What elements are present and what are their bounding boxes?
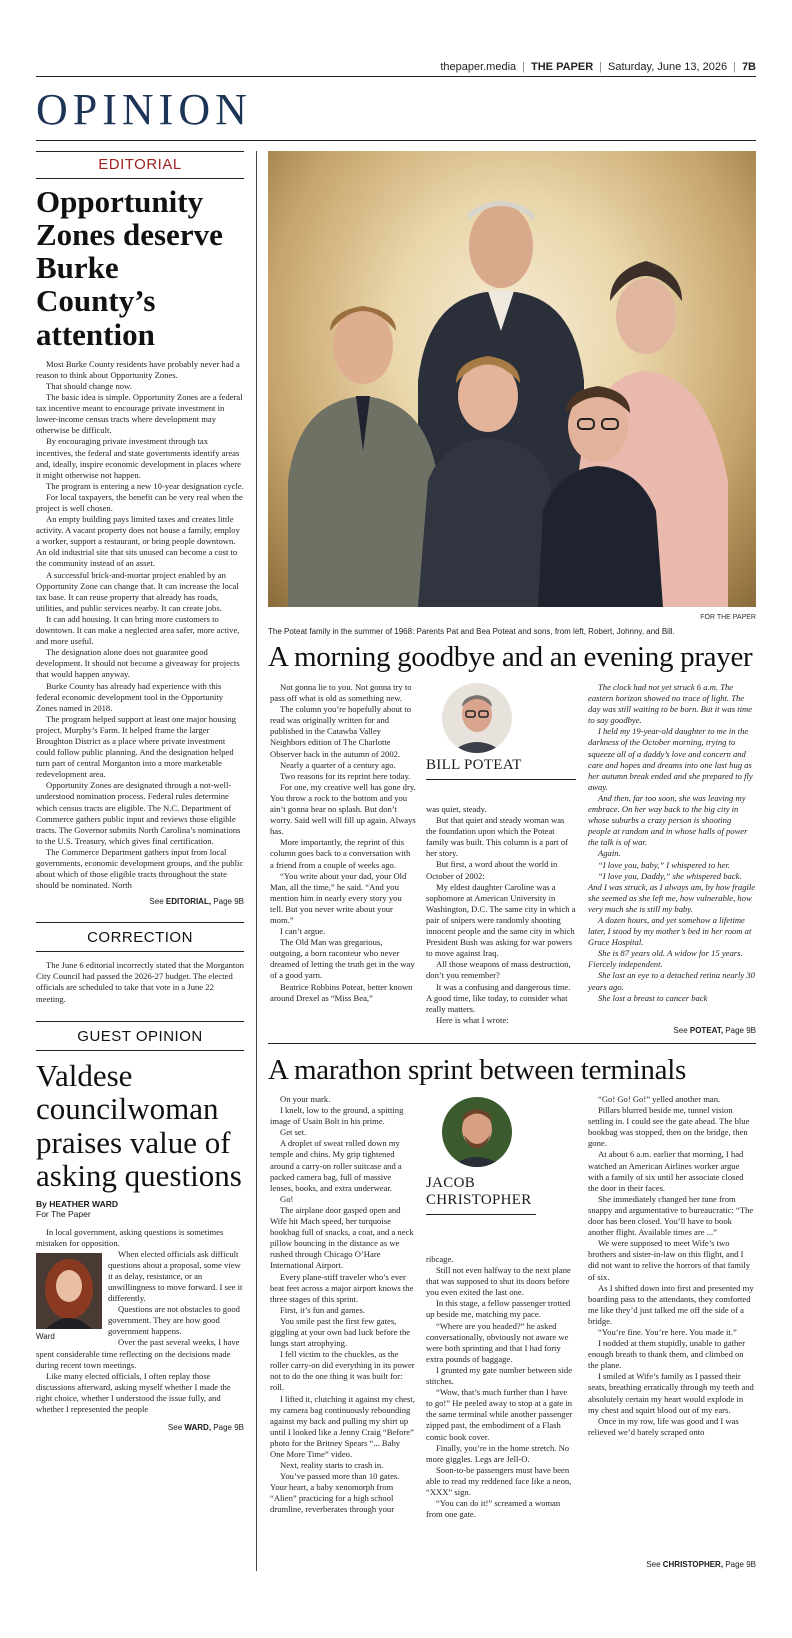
paragraph: More importantly, the reprint of this column goes back to a conversation with a friend from a couple of weeks ago. [270,837,411,870]
editorial-jump[interactable] [36,897,244,906]
ward-photo [36,1253,102,1329]
paragraph: All those weapons of mass destruction, don’t you remember? [426,959,571,981]
story-rule [268,1043,756,1044]
paragraph: But first, a word about the world in October of 2002: [426,859,558,881]
paragraph: The June 6 editorial incorrectly stated that the Morganton City Council had passed the 2026-27 budget. The elected officials are scheduled to take that vote in a June 22 meeting. [36,960,244,1004]
jump-key: WARD, [184,1423,212,1433]
jump-key: CHRISTOPHER, [662,1560,724,1569]
author-headshot [442,683,512,753]
paragraph: On your mark. [280,1094,331,1104]
jump-prefix: See [167,1423,183,1433]
paragraph: Not gonna lie to you. Not gonna try to pass off what is old as something new. [270,682,412,704]
paragraph: Opportunity Zones are designated through a not-well-understood nomination process. Federal rules determine which census tracts are eligible. The N.C. Department of Commerce gathers public input and reviews those eligible tracts. The Governor submits North Carolina’s nominations to the U.S. Treasury, which gives final certification. [36,780,241,846]
paragraph: Go! [280,1193,294,1204]
paragraph: “Go! Go! Go!” yelled another man. [598,1094,721,1104]
paragraph: Two reasons for its reprint here today. [280,770,411,781]
paragraph: A successful brick-and-mortar project enabled by an Opportunity Zone can change that. It can increase the local tax base. It can reuse property that already has roads, utilities, and public services nearby. It can create jobs. [36,569,239,613]
correction-label: CORRECTION [87,929,193,947]
paragraph: The basic idea is simple. Opportunity Zones are a federal tax incentive meant to encourage private investment in lower-income census tracts where development may otherwise be difficult. [36,392,243,436]
paragraph: Pillars blurred beside me, tunnel vision settling in. I could see the gate ahead. The blue bookbag was stopped, then on the bridge, then gone. [588,1105,750,1149]
paragraph: was quiet, steady. [426,804,487,814]
photo-caption: Ward [36,1331,55,1341]
paragraph: I knelt, low to the ground, a spitting image of Usain Bolt in his prime. [270,1105,404,1127]
paragraph: For local taxpayers, the benefit can be very real when the project is well chosen. [36,491,243,513]
portrait-image [36,1253,102,1329]
photo-credit: FOR THE PAPER [700,614,756,621]
byline-source: For The Paper [36,1208,91,1219]
author-name: JACOB CHRISTOPHER [426,1175,536,1215]
paragraph: I can’t argue. [280,926,326,937]
poteat-jump[interactable] [588,1026,756,1035]
story1-col2 [426,804,576,1026]
jump-page: Page 9B [725,1026,756,1035]
paragraph: In this stage, a fellow passenger trotted up beside me, matching my pace. [426,1298,571,1320]
story2-col2 [426,1254,576,1520]
jump-key: POTEAT, [689,1026,724,1035]
section-rule [36,140,756,141]
site-url[interactable]: thepaper.media [440,61,517,73]
jump-key: EDITORIAL, [165,897,212,907]
paragraph: Finally, you’re in the home stretch. No more giggles. Legs are Jell-O. [426,1442,570,1464]
paragraph: “You write about your dad, your Old Man, all the time,” he said. “And you mention him in nearly every story you tell. But you never write about your mom.” [270,870,407,925]
paragraph: “Where are you headed?” he asked conversationally, obviously not aware we were both sprinting and that I had forty extra pounds of baggage. [426,1320,569,1364]
paragraph: She lost a breast to cancer back [598,992,708,1003]
family-photo-image [268,151,756,607]
editorial-label: EDITORIAL [98,156,182,173]
ward-jump[interactable] [36,1423,244,1432]
paragraph: In local government, asking questions is sometimes mistaken for opposition. [36,1226,224,1248]
paragraph: Nearly a quarter of a century ago. [280,759,396,770]
paragraph: She immediately changed her tune from snappy and argumentative to bureaucratic: “The door has been closed. You’ll have to book another flight. Available times are ...” [588,1193,754,1238]
paragraph: Again. [598,848,621,859]
paragraph: The designation alone does not guarantee good development. It should not become a giveaway for projects that would happen anyway. [36,647,240,680]
paragraph: It was a confusing and dangerous time. A good time, like today, to consider what really matters. [426,981,571,1014]
paragraph: A dozen hours, and yet somehow a lifetime later, I stood by my mother’s bed in her room at Grace Hospital. [588,914,752,948]
paragraph: Every plane-stiff traveler who’s ever beat feet across a major airport knows the three stages of this sprint. [270,1271,414,1304]
paragraph: ribcage. [426,1254,454,1264]
paragraph: She is 87 years old. A widow for 15 years. Fiercely independent. [588,948,743,970]
paragraph: I nodded at them stupidly, unable to gather enough breath to thank them, and climbed on the plane. [588,1338,745,1371]
rule [36,951,244,952]
paragraph: You smile past the first few gates, giggling at your own bad luck before the lungs start atrophying. [270,1315,411,1349]
story2-author-block [426,1097,576,1221]
paragraph: Next, reality starts to crash in. [280,1460,384,1471]
paragraph: “I love you, Daddy,” she whispered back. And I was struck, as I always am, by how fragile she seemed as she left me, how vulnerable, how very much she is still my baby. [588,870,756,914]
rule [36,922,244,923]
jump-page: Page 9B [213,1423,244,1433]
rule [36,1050,244,1051]
paragraph: I held my 19-year-old daughter to me in the darkness of the October morning, trying to squeeze all of a daddy’s love and concern and care and hopes and dreams into one last hug as her autumn break ended and she prepared to fly away. [588,726,753,792]
headshot-image [442,1097,512,1167]
paragraph: As I shifted down into first and presented my boarding pass to the attendants, they comforted me like they’d just talked me off the side of a bridge. [588,1282,754,1326]
issue-date: Saturday, June 13, 2026 [608,61,728,73]
page-number: 7B [741,61,756,73]
paragraph: Still not even halfway to the next plane that was supposed to shut its doors before you even exited the last one. [426,1265,571,1298]
masthead [36,57,756,77]
guest-opinion-label: GUEST OPINION [77,1027,203,1045]
paragraph: Here is what I wrote: [436,1014,509,1025]
headshot-image [442,683,512,753]
brand-name: THE PAPER [531,61,594,73]
paragraph: The program is entering a new 10-year designation cycle. [46,480,244,491]
story2-col1 [270,1094,416,1516]
paragraph: Burke County has already had experience with this federal economic development tool in the Opportunity Zones named in 2018. [36,680,224,713]
paragraph: “Wow, that’s much further than I have to go!” He peeled away to stop at a gate in the same terminal while another passenger zipped past, the embodiment of a Flash comic book cover. [426,1387,573,1442]
paragraph: That should change now. [46,380,132,391]
paragraph: Questions are not obstacles to good government. They are how good government happens. [108,1304,240,1337]
paragraph: You’ve passed more than 10 gates. Your heart, a baby xenomorph from “Alien” practicing for a high school drumline, reverberates through your [270,1471,400,1515]
paragraph: My eldest daughter Caroline was a sophomore at American University in Washington, D.C. The same city in which a pair of snipers were randomly shooting innocent people and the same city in which President Bush was asking for war powers to move against Iraq. [426,881,576,959]
correction-body [36,960,244,1004]
section-title: OPINION [36,85,252,134]
masthead-separator: | [522,61,526,73]
family-photo [268,151,756,607]
left-column [36,151,244,1432]
paragraph: I lifted it, clutching it against my chest, my camera bag continuously rebounding against my back and pulling my shirt up until I looked like a Jenny Craig “Before” photo for the Britney Spears “... Baby One More Time” video. [270,1393,415,1459]
rule [36,178,244,179]
story-headline: A marathon sprint between terminals [268,1054,686,1086]
editorial-headline: Opportunity Zones deserve Burke County’s attention [36,184,223,352]
masthead-separator: | [733,61,736,73]
christopher-jump[interactable] [588,1560,756,1569]
jump-page: Page 9B [213,897,244,907]
story1-col1 [270,682,416,1004]
paragraph: Most Burke County residents have probably never had a reason to think about Opportunity Zones. [36,358,240,380]
paragraph: Beatrice Robbins Poteat, better known around Drexel as “Miss Bea,” [270,981,413,1003]
jump-prefix: See [149,897,164,907]
paragraph: I grunted my gate number between side stitches. [426,1364,573,1387]
paragraph: A droplet of sweat rolled down my temple and chins. My grip tightened around a carry-on roller suitcase and a packed camera bag, full of massive lenses, books, and extra underwear. [270,1138,402,1193]
paragraph: Get set. [280,1127,307,1138]
paragraph: I fell victim to the chuckles, as the roller carry-on did everything in its power not to do the one thing it was built for: roll. [270,1349,415,1393]
masthead-rule [36,76,756,77]
author-headshot [442,1097,512,1167]
story1-author-block [426,683,576,786]
paragraph: We were supposed to meet Wife’s two brothers and sister-in-law on this flight, and I did not want to relive the horrors of that family of six. [588,1238,751,1282]
guest-headline: Valdese councilwoman praises value of asking questions [36,1057,242,1194]
column-divider [256,151,257,1571]
paragraph: Once in my row, life was good and I was relieved we’d barely scraped onto [588,1415,739,1437]
paragraph: First, it’s fun and games. [280,1304,365,1315]
paragraph: The column you’re hopefully about to read was originally written for and published in the Catawba Valley Neighbors edition of The Charlotte Observer back in the autumn of 2002. [270,704,412,759]
paragraph: For one, my creative well has gone dry. You throw a rock to the bottom and you ain’t gonna hear no splash. But don’t worry. Said well will fill up again. Always has. [270,781,416,837]
paragraph: The Old Man was gregarious, outgoing, a born raconteur who never dreamed of letting the truth get in the way of a good yarn. [270,937,415,981]
story1-col3 [588,682,756,1004]
paragraph: Soon-to-be passengers must have been able to read my reddened face like a neon, “XXX” sign. [426,1464,572,1497]
story-headline: A morning goodbye and an evening prayer [268,641,753,673]
paragraph: An empty building pays limited taxes and creates little activity. A vacant property does not house a family, employ a worker, support a restaurant, or bring people downtown. An old industrial site that sits unused can become a cost to the community instead of an asset. [36,514,240,569]
paragraph: When elected officials ask difficult questions about a proposal, some view it as delay, resistance, or an unwillingness to move forward. I see it differently. [108,1248,243,1304]
paragraph: Over the past several weeks, I have spent considerable time reflecting on the decisions made during recent town meetings. [36,1337,240,1370]
paragraph: Like many elected officials, I often replay those discussions afterward, asking myself whether I made the right choice, whether I understood the issue fully, and whether I represented the people [36,1370,231,1415]
paragraph: At about 6 a.m. earlier that morning, I had watched an American Airlines worker argue with a family of six until her associate closed the door in their faces. [588,1149,744,1193]
paragraph: “You can do it!” screamed a woman from one gate. [426,1498,561,1520]
paragraph: “You’re fine. You’re here. You made it.” [598,1326,737,1337]
paragraph: She lost an eye to a detached retina nearly 30 years ago. [588,970,755,992]
paragraph: I smiled at Wife’s family as I passed their seats, breathing erratically through my teeth and absolutely certain my heart would explode in my chest and squirt blood out of my ears. [588,1371,754,1415]
byline: By HEATHER WARD [36,1198,119,1209]
rule [36,1021,244,1022]
paragraph: The program helped support at least one major housing project, Murphy’s Farm. It helped frame the larger Broughton District as a place where private investment could follow public planning. And the designation helped turn part of central Morganton into a more marketable redevelopment area. [36,713,236,780]
paragraph: “I love you, baby,” I whispered to her. [598,859,730,870]
paragraph: The clock had not yet struck 6 a.m. The eastern horizon showed no trace of light. The day was still waiting to be born. But it was time to say goodbye. [588,682,753,726]
paragraph: And then, far too soon, she was leaving my embrace. On her way back to the big city in whose suburbs a crazy person is shooting people at random and in whose halls of power the talk is of war. [588,792,748,848]
paragraph: By encouraging private investment through tax incentives, the federal and state governments identify areas and, ideally, inspire economic development in places where it might otherwise not happen. [36,436,241,480]
jump-prefix: See [673,1026,688,1035]
ward-photo-block [36,1253,102,1342]
author-name: BILL POTEAT [426,757,576,780]
masthead-separator: | [599,61,603,73]
photo-caption: The Poteat family in the summer of 1968: Parents Pat and Bea Poteat and sons, from left, Robert, Johnny, and Bill. [268,627,675,636]
editorial-body [36,359,244,892]
story2-col3 [588,1094,756,1438]
paragraph: But that quiet and steady woman was the foundation upon which the Poteat family was built. This column is a part of her story. [426,815,568,859]
paragraph: The Commerce Department gathers input from local governments, economic development groups, and the public about which of those eligible tracts throughout the state should be nominated. North [36,846,244,891]
jump-prefix: See [646,1560,661,1569]
paragraph: The airplane door gasped open and Wife hit Mach speed, her turquoise bookbag full of snacks, a coat, and a neck pillow bouncing in the distance as we rushed through Chicago O’Hare International Airport. [270,1204,414,1271]
jump-page: Page 9B [725,1560,756,1569]
guest-body [36,1227,244,1416]
paragraph: It can add housing. It can bring more customers to downtown. It can make a neglected area safer, more active, and more useful. [36,613,240,647]
